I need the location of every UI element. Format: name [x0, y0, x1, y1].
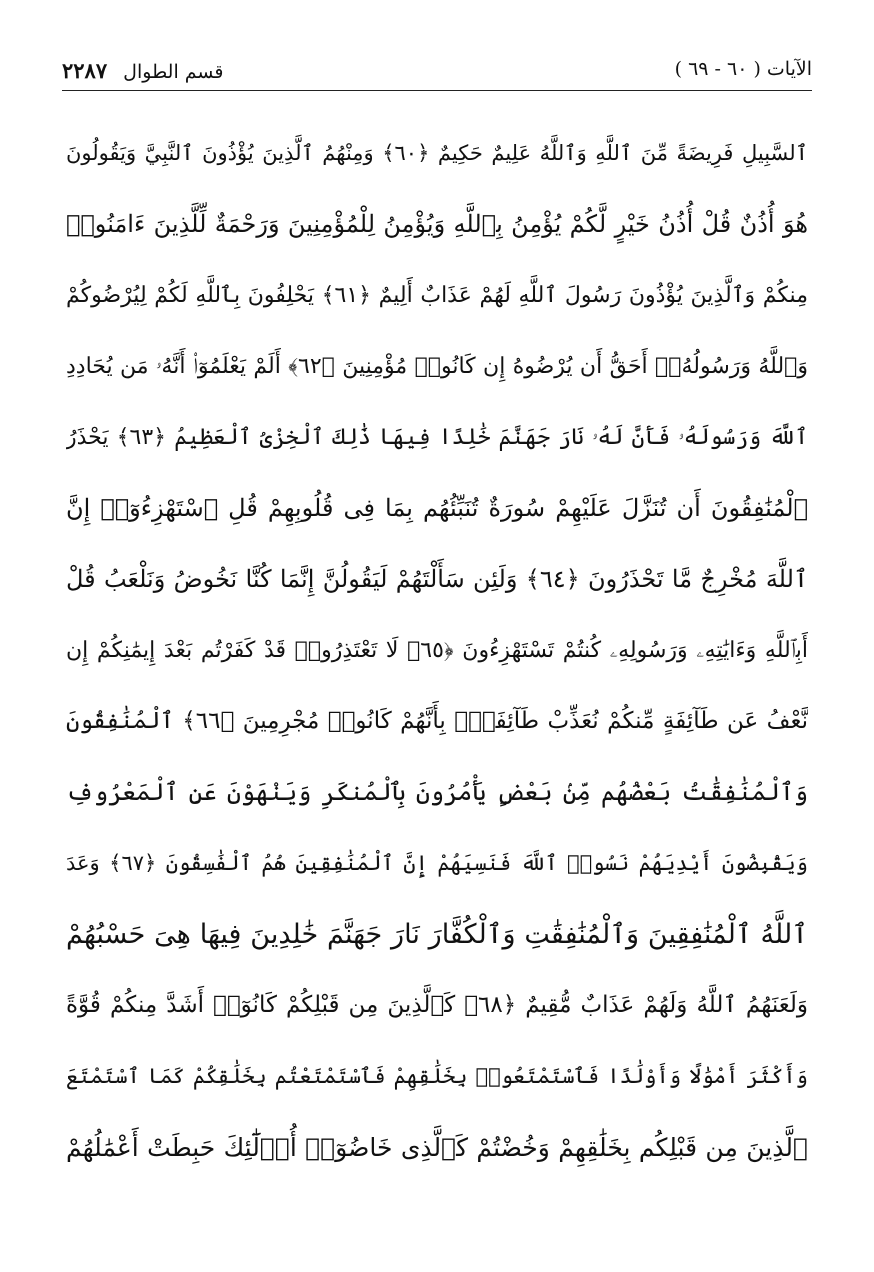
section-and-page — [62, 58, 223, 83]
quran-text-block — [66, 118, 808, 1183]
text-line: مِنكُمْ وَٱلَّذِينَ يُؤْذُونَ رَسُولَ ٱللَّهِ لَهُمْ عَذَابٌ أَلِيمٌ ﴿٦١﴾ يَحْلِفُونَ بِٱللَّهِ لَكُمْ لِيُرْضُوكُمْ — [66, 283, 808, 308]
text-line: ٱللَّهَ وَرَسُولَهُۥ فَأَنَّ لَهُۥ نَارَ جَهَنَّمَ خَٰلِدًا فِيهَا ذَٰلِكَ ٱلْخِزْىُ ٱلْعَظِيمُ ﴿٦٣﴾ يَحْذَرُ — [66, 425, 808, 450]
text-line: ٱلْمُنَٰفِقُونَ أَن تُنَزَّلَ عَلَيْهِمْ سُورَةٌ تُنَبِّئُهُم بِمَا فِى قُلُوبِهِمْ قُلِ ٱسْتَهْزِءُوٓا۟ إِنَّ — [66, 494, 808, 522]
text-line: نَّعْفُ عَن طَآئِفَةٍ مِّنكُمْ نُعَذِّبْ طَآئِفَةًۢ بِأَنَّهُمْ كَانُوا۟ مُجْرِمِينَ ﴿٦٦﴾ ٱلْمُنَٰفِقُونَ — [66, 708, 808, 734]
text-line: وَيَقْبِضُونَ أَيْدِيَهُمْ نَسُوا۟ ٱللَّهَ فَنَسِيَهُمْ إِنَّ ٱلْمُنَٰفِقِينَ هُمُ ٱلْفَٰسِقُونَ ﴿٦٧﴾ وَعَدَ — [66, 851, 808, 875]
verses-range-label: الآيات ( ٦٠ - ٦٩ ) — [674, 58, 812, 80]
text-line: ٱلَّذِينَ مِن قَبْلِكُم بِخَلَٰقِهِمْ وَخُضْتُمْ كَٱلَّذِى خَاضُوٓا۟ أُو۟لَٰٓئِكَ حَبِطَتْ أَعْمَٰلُهُمْ — [66, 1133, 808, 1162]
text-line: ٱللَّهُ ٱلْمُنَٰفِقِينَ وَٱلْمُنَٰفِقَٰتِ وَٱلْكُفَّارَ نَارَ جَهَنَّمَ خَٰلِدِينَ فِيهَا هِىَ حَسْبُهُمْ — [66, 919, 808, 950]
text-line: ٱللَّهَ مُخْرِجٌ مَّا تَحْذَرُونَ ﴿٦٤﴾ وَلَئِن سَأَلْتَهُمْ لَيَقُولُنَّ إِنَّمَا كُنَّا نَخُوضُ وَنَلْعَبُ قُلْ — [66, 565, 808, 593]
header-divider — [62, 90, 812, 91]
section-name: قسم الطوال — [123, 61, 224, 83]
text-line: ٱلسَّبِيلِ فَرِيضَةً مِّنَ ٱللَّهِ وَٱللَّهُ عَلِيمٌ حَكِيمٌ ﴿٦٠﴾ وَمِنْهُمُ ٱلَّذِينَ يُؤْذُونَ ٱلنَّبِيَّ وَيَقُولُونَ — [66, 141, 808, 165]
text-line: وَٱلْمُنَٰفِقَٰتُ بَعْضُهُم مِّنۢ بَعْضٍ يَأْمُرُونَ بِٱلْمُنكَرِ وَيَنْهَوْنَ عَنِ ٱلْمَعْرُوفِ — [66, 778, 808, 806]
text-line: وَٱللَّهُ وَرَسُولُهُۥٓ أَحَقُّ أَن يُرْضُوهُ إِن كَانُوا۟ مُؤْمِنِينَ ﴿٦٢﴾ أَلَمْ يَعْلَمُوٓا۟ أَنَّهُۥ مَن يُحَادِدِ — [66, 354, 808, 379]
text-line: وَلَعَنَهُمُ ٱللَّهُ وَلَهُمْ عَذَابٌ مُّقِيمٌ ﴿٦٨﴾ كَٱلَّذِينَ مِن قَبْلِكُمْ كَانُوٓا۟ أَشَدَّ مِنكُمْ قُوَّةً — [66, 992, 808, 1018]
page-number: ٢٢٨٧ — [62, 58, 108, 83]
page-header — [62, 52, 812, 92]
text-line: أَبِٱللَّهِ وَءَايَٰتِهِۦ وَرَسُولِهِۦ كُنتُمْ تَسْتَهْزِءُونَ ﴿٦٥﴾ لَا تَعْتَذِرُوا۟ قَدْ كَفَرْتُم بَعْدَ إِيمَٰنِكُمْ إِن — [66, 638, 808, 663]
text-line: وَأَكْثَرَ أَمْوَٰلًا وَأَوْلَٰدًا فَٱسْتَمْتَعُوا۟ بِخَلَٰقِهِمْ فَٱسْتَمْتَعْتُم بِخَلَٰقِكُمْ كَمَا ٱسْتَمْتَعَ — [66, 1064, 808, 1088]
text-line: هُوَ أُذُنٌ قُلْ أُذُنُ خَيْرٍ لَّكُمْ يُؤْمِنُ بِٱللَّهِ وَيُؤْمِنُ لِلْمُؤْمِنِينَ وَرَحْمَةٌ لِّلَّذِينَ ءَامَنُوا۟ — [66, 210, 808, 238]
